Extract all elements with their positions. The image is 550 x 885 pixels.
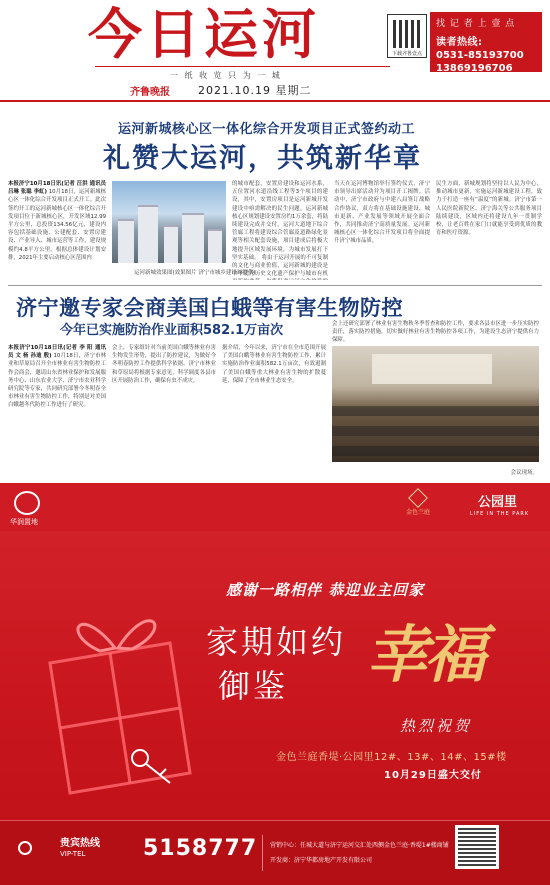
article1-subtitle: 运河新城核心区一体化综合开发项目正式签约动工: [118, 122, 416, 137]
issue-date: 2021.10.19 星期二: [198, 84, 312, 97]
ad-headline-2: 御鉴: [218, 667, 289, 705]
qr-code-icon[interactable]: [387, 14, 427, 58]
footer-divider: [262, 835, 263, 871]
article1-column-4: [334, 180, 430, 280]
article1-image: [112, 181, 226, 263]
article2-headline[interactable]: 济宁邀专家会商美国白蛾等有害生物防控: [16, 295, 403, 320]
article1-text-5: 民生方面，新城规划将坚持以人民为中心，推动城市更新，实施运河新城建设工程，致力于打造一座有“温度”的新城。济宁市第一人民医院新院区、济宁海关等公共服务项目陆续建设，区域内还将建设九年一贯制学校，让老百姓在家门口就能享受到优质的教育和医疗资源。: [436, 181, 542, 237]
sales-address: 营销中心：任城大道与济宁运河交汇处西侧金色兰庭·香堤1#楼商铺: [270, 842, 449, 849]
building-shape: [118, 219, 134, 263]
photo-row-shape: [332, 406, 539, 416]
developer-logo-text: 华润置地: [10, 518, 38, 526]
qr-pattern: [458, 828, 496, 866]
section-divider: [8, 285, 542, 286]
ad-congrats: 热烈祝贺: [400, 717, 473, 735]
article2-byline: 本报济宁10月18日讯(记者 李 阳 通讯员 文 杨 孙迪 殷): [8, 345, 106, 360]
article1-column-1: [8, 180, 106, 290]
article2-column-2: [112, 344, 216, 478]
newspaper-slogan: 一 纸 收 览 只 为 一 城: [170, 71, 282, 80]
diamond-icon: [408, 488, 428, 508]
article2-text-2: 会上，专家组针对当前美国白蛾等林业有害生物发生形势，提出了防控建议，为做好今冬明春防控工作提供科学依据。济宁市林业和草原局将根据专家意见，科学调度各县市区开展防治工作，确保有虫不成灾。: [112, 345, 216, 384]
ad-top-band: [0, 483, 550, 531]
article1-text-1: 10月18日，运河新城核心区一体化综合开发项目正式开工。此次签约开工的运河新城核心区一体化综合开发项目位于新城核心区，开发区域12.99平方公里，总投资134.56亿元，建设内容包括基础设施、公建配套、安置房建设、产业导入、城市运营等工作，建设规模约4.8平方公里，根据总体建设计划安排，2021年主要启动核心区范围内: [8, 189, 106, 261]
article2-text-4: 会上还研究部署了林业有害生物秋冬季普查和防控工作，要求各县市区进一步压实防控责任，落实防控措施，切实做好林业有害生物防控各项工作，为建设生态济宁提供有力保障。: [332, 321, 539, 344]
ad-qr-code-icon[interactable]: [455, 825, 499, 869]
masthead-rule: [95, 66, 390, 67]
ad-headline-1: 家期如约: [206, 623, 347, 661]
article2-text-1: 10月18日，济宁市林业和草原局召开全市林业有害生物防控工作会商会，邀请山东省林业保护和发展服务中心、山东农业大学、济宁市农业科学研究院等专家，共同研究部署今冬明春全市林业有害生物防控工作，特别是对美国白蛾越冬代防控工作进行了研究。: [8, 353, 106, 409]
article2-text-3: 据介绍，今年以来，济宁市在全市范围开展了美国白蛾等林业有害生物防控工作，累计实施防治作业面积582.1万亩次，有效遏制了美国白蛾等重大林业有害生物的扩散蔓延，保障了全市林业生态安全。: [222, 345, 326, 384]
article1-byline: 本报济宁10月18日讯(记者 汪洪 通讯员 吕琳 张聪 李虹): [8, 181, 106, 196]
hotline-en: VIP-TEL: [60, 850, 86, 858]
hotline-number[interactable]: 5158777: [143, 836, 258, 861]
photo-row-shape: [332, 446, 539, 456]
developer-logo-icon: [14, 491, 40, 515]
building-shape: [208, 229, 222, 263]
gift-box-icon: [20, 543, 210, 823]
article1-text-4: 当天在运河博物馆举行签约仪式，济宁市领导出席活动并为项目开工揭牌。活动中，济宁市政府与中建八局签订战略合作协议，双方将在基础设施建设、城市更新、产业发展等领域开展全面合作，共同推动济宁高质量发展。运河新城核心区一体化综合开发项目将全面提升济宁城市品质。: [334, 181, 430, 245]
qr-pattern: [393, 20, 421, 48]
ad-delivery-date: 10月29日盛大交付: [384, 770, 482, 781]
phone-icon: [18, 841, 32, 855]
park-logo-sub: LIFE IN THE PARK: [470, 511, 530, 517]
ad-tagline: 感谢一路相伴 恭迎业主回家: [226, 581, 425, 599]
real-estate-advertisement[interactable]: [0, 483, 550, 885]
article2-column-4: [332, 320, 539, 344]
ad-footer: [0, 820, 550, 885]
ad-project-name: 金色兰庭香堤·公园里12#、13#、14#、15#楼: [276, 752, 507, 763]
article1-column-5: [436, 180, 542, 280]
promo-phone-1: 0531-85193700: [436, 50, 524, 61]
building-shape: [138, 205, 158, 263]
project-logo: [396, 491, 440, 516]
article2-column-3: [222, 344, 326, 478]
article1-column-3: [232, 180, 328, 280]
qr-caption: 下载齐鲁壹点: [391, 51, 422, 57]
article2-meeting-photo: [332, 346, 539, 462]
photo-screen-shape: [372, 354, 492, 384]
park-logo-text: 公园里: [478, 495, 518, 510]
building-shape: [182, 213, 204, 263]
article1-image-caption: 运河新城效果图(效果图片 济宁市城乡建设局提供): [134, 270, 256, 276]
developer-name: 开发商：济宁华都房地产开发有限公司: [270, 857, 373, 864]
article1-text-2: 的城市配套，安置房建设和运河水系，五位置河水道沿线工程等3个项目的建设，其中，安置房项目是运河新城开发建设中亟需解决的民生问题，运河新城核心区规划建设安置房约1万余套，将陆续建设完成并交付，运河大道地下综合管廊工程将建设综合管廊及道路绿化景观等相关配套设施，项目建成后将极大地提升区域发展环境，为城市发展打下坚实基础。: [232, 181, 328, 261]
article1-text-3: 将由于运河开展的不可复制的文化与商业价值，运河新城的建设是中华优秀历史文化遗产保护与城市有机: [232, 254, 328, 278]
building-shape: [164, 225, 178, 263]
article2-image-caption: 会议现场。: [510, 470, 538, 476]
hotline-label: 贵宾热线: [60, 838, 100, 849]
promo-title: 找 记 者 上 壹 点: [436, 19, 516, 29]
photo-row-shape: [332, 426, 539, 436]
newspaper-title: 今日运河: [88, 2, 320, 66]
ad-calligraphy: 幸福: [366, 618, 483, 691]
article2-subtitle: 今年已实施防治作业面积582.1万亩次: [60, 323, 284, 338]
article1-headline[interactable]: 礼赞大运河，共筑新华章: [103, 143, 422, 174]
newspaper-brand: 齐鲁晚报: [130, 87, 170, 98]
article2-column-1: [8, 344, 106, 478]
reader-hotline-box: [430, 12, 542, 72]
promo-phone-2: 13869196706: [436, 63, 513, 74]
project-logo-text: 金色兰庭: [405, 509, 430, 516]
top-rule: [0, 100, 550, 102]
promo-label: 读者热线:: [436, 37, 483, 48]
masthead: [0, 0, 550, 100]
